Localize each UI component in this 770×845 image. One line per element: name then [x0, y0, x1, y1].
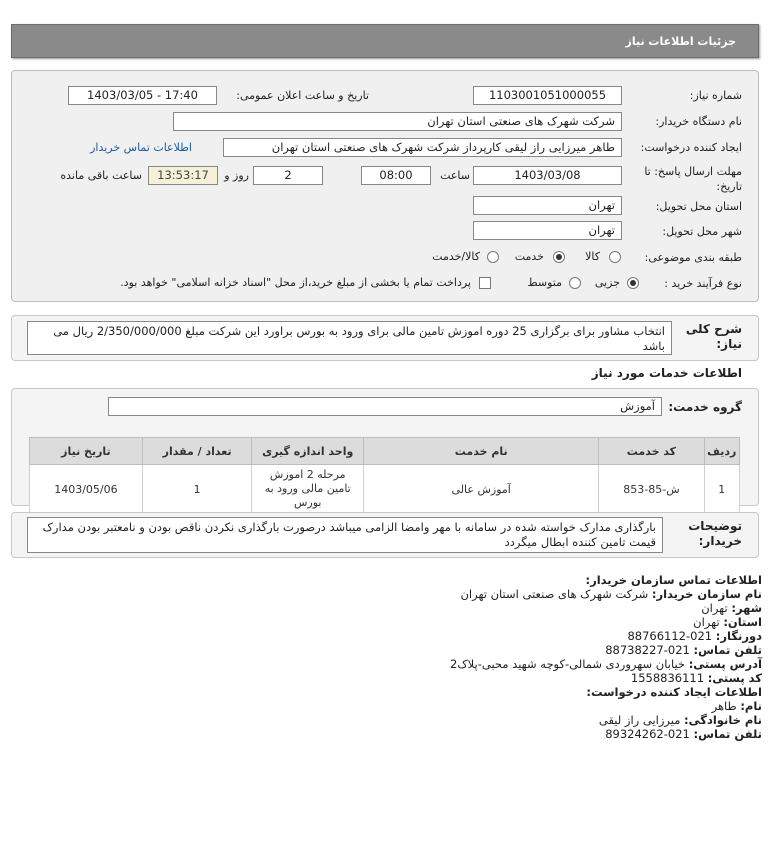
- cell-quantity: 1: [142, 465, 252, 514]
- services-table-header: [30, 438, 740, 465]
- province-label: استان محل تحویل:: [655, 200, 742, 213]
- col-header-need-date: تاریخ نیاز: [30, 438, 143, 465]
- payment-treasury-checkbox[interactable]: [479, 277, 491, 289]
- col-header-quantity: تعداد / مقدار: [142, 438, 252, 465]
- cell-service-code: ش-85-853: [599, 465, 704, 514]
- contact-buyer-name-label: نام سازمان خریدار:: [651, 587, 762, 601]
- col-header-row: ردیف: [704, 438, 739, 465]
- service-group-label: گروه خدمت:: [668, 400, 742, 414]
- contact-creator-phone-label: تلفن تماس:: [693, 727, 762, 741]
- deadline-time-label: ساعت: [440, 169, 470, 182]
- contact-city-label: شهر:: [731, 601, 762, 615]
- buyer-notes-field: بارگذاری مدارک خواسته شده در سامانه با مهر وامضا الزامی میباشد درصورت بارگذاری نکردن ناقص بودن و نامعتبر بودن مدارک قیمت تامین کننده ابطال میگردد: [27, 517, 663, 553]
- remaining-label: ساعت باقی مانده: [60, 169, 142, 182]
- contact-postal-value: 1558836111: [630, 671, 705, 685]
- contact-address-value: خیابان سهروردی شمالی-کوچه شهید محبی-پلاک2: [450, 657, 686, 671]
- category-radio-goods[interactable]: [609, 251, 621, 263]
- buyer-label: نام دستگاه خریدار:: [655, 115, 742, 128]
- category-option-goods: کالا: [585, 250, 600, 263]
- table-row: [30, 465, 740, 514]
- cell-unit: مرحله 2 اموزش تامین مالی ورود به بورس: [252, 465, 364, 514]
- contact-first-name-label: نام:: [740, 699, 762, 713]
- services-table: [29, 437, 740, 514]
- services-section-title: اطلاعات خدمات مورد نیاز: [591, 366, 742, 380]
- need-number-label: شماره نیاز:: [689, 89, 742, 102]
- announce-datetime-field: 1403/03/05 - 17:40: [68, 86, 217, 105]
- creator-field: طاهر میرزایی راز لیقی کارپرداز شرکت شهرک های صنعتی استان تهران: [223, 138, 622, 157]
- contact-province-value: تهران: [693, 615, 720, 629]
- need-number-field: 1103001051000055: [473, 86, 622, 105]
- cell-row-number: 1: [704, 465, 739, 514]
- col-header-code: کد خدمت: [599, 438, 704, 465]
- cell-need-date: 1403/05/06: [30, 465, 143, 514]
- category-option-service: خدمت: [514, 250, 544, 263]
- contact-creator-title: اطلاعات ایجاد کننده درخواست:: [586, 685, 762, 699]
- deadline-date-field: 1403/03/08: [473, 166, 622, 185]
- process-label: نوع فرآیند خرید :: [664, 277, 742, 290]
- buyer-contact-link[interactable]: اطلاعات تماس خریدار: [90, 141, 192, 154]
- contact-buyer-name-value: شرکت شهرک های صنعتی استان تهران: [460, 587, 649, 601]
- contact-fax-label: دورنگار:: [715, 629, 762, 643]
- contact-phone-label: تلفن تماس:: [693, 643, 762, 657]
- city-field: تهران: [473, 221, 622, 240]
- remaining-time-field: 13:53:17: [148, 166, 218, 185]
- service-group-field: آموزش: [108, 397, 662, 416]
- contact-address-label: آدرس پستی:: [688, 657, 762, 671]
- contact-last-name-value: میرزایی راز لیقی: [598, 713, 681, 727]
- contact-fax-value: 021-88766112: [627, 629, 713, 643]
- contact-phone-value: 021-88738227: [605, 643, 690, 657]
- contact-city-value: تهران: [701, 601, 728, 615]
- announce-label: تاریخ و ساعت اعلان عمومی:: [236, 89, 369, 102]
- process-radio-minor[interactable]: [627, 277, 639, 289]
- page-title: جزئیات اطلاعات نیاز: [625, 35, 736, 48]
- buyer-notes-label: توضیحات خریدار:: [688, 519, 742, 548]
- description-label: شرح کلی نیاز:: [685, 322, 742, 351]
- days-field: 2: [253, 166, 323, 185]
- process-option-minor: جزیی: [594, 276, 620, 289]
- cell-service-name: آموزش عالی: [364, 465, 599, 514]
- contact-creator-phone-value: 021-89324262: [605, 727, 690, 741]
- contact-org-title: اطلاعات تماس سازمان خریدار:: [585, 573, 762, 587]
- category-radio-goods-service[interactable]: [487, 251, 499, 263]
- contact-province-label: استان:: [723, 615, 762, 629]
- col-header-service-name: نام خدمت: [364, 438, 599, 465]
- deadline-time-field: 08:00: [361, 166, 431, 185]
- creator-label: ایجاد کننده درخواست:: [640, 141, 742, 154]
- category-option-goods-service: کالا/خدمت: [432, 250, 480, 263]
- process-option-medium: متوسط: [527, 276, 562, 289]
- days-label: روز و: [224, 169, 249, 182]
- contact-last-name-label: نام خانوادگی:: [684, 713, 762, 727]
- payment-treasury-text: پرداخت تمام یا بخشی از مبلغ خرید،از محل "اسناد خزانه اسلامی" خواهد بود.: [120, 276, 471, 289]
- page-header-bar: [11, 24, 759, 58]
- contact-first-name-value: طاهر: [711, 699, 737, 713]
- province-field: تهران: [473, 196, 622, 215]
- city-label: شهر محل تحویل:: [662, 225, 742, 238]
- buyer-field: شرکت شهرک های صنعتی استان تهران: [173, 112, 622, 131]
- category-radio-service[interactable]: [553, 251, 565, 263]
- category-label: طبقه بندی موضوعی:: [644, 251, 742, 264]
- col-header-unit: واحد اندازه گیری: [252, 438, 364, 465]
- process-radio-medium[interactable]: [569, 277, 581, 289]
- description-field: انتخاب مشاور برای برگزاری 25 دوره اموزش تامین مالی برای ورود به بورس براورد این شرکت مبلغ 2/350/000/000 ریال می باشد: [27, 321, 672, 355]
- deadline-label: مهلت ارسال پاسخ: تا تاریخ:: [644, 165, 742, 193]
- contact-postal-label: کد پستی:: [707, 671, 762, 685]
